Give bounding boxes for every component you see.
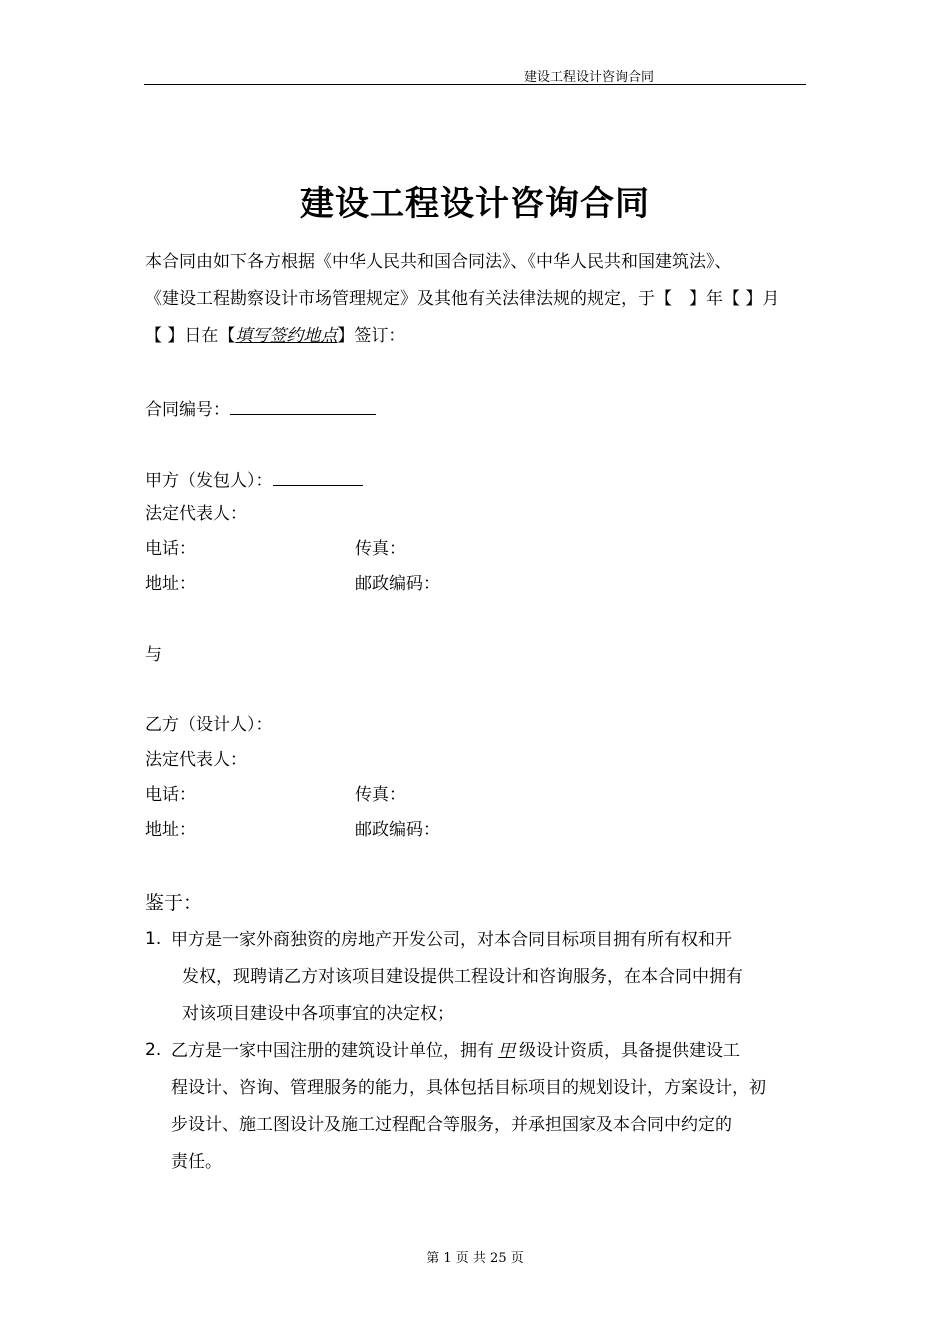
- party-b-rep: 法定代表人：: [145, 750, 247, 770]
- intro-line-1: 本合同由如下各方根据《中华人民共和国合同法》、《中华人民共和国建筑法》、: [145, 252, 732, 272]
- party-b-postcode: 邮政编码：: [355, 820, 440, 840]
- party-a-phone: 电话：: [145, 539, 196, 559]
- party-a-fax: 传真：: [355, 539, 406, 559]
- item-2-line-3: 步设计、施工图设计及施工过程配合等服务，并承担国家及本合同中约定的: [171, 1115, 732, 1135]
- item-2-line-4: 责任。: [171, 1152, 222, 1172]
- item-2-number: 2.: [145, 1040, 162, 1060]
- party-b-fax: 传真：: [355, 785, 406, 805]
- signing-place-placeholder: 填写签约地点: [235, 326, 338, 346]
- document-title: 建设工程设计咨询合同: [300, 184, 650, 224]
- party-a-label: 甲方（发包人）：: [145, 471, 273, 491]
- party-a-postcode: 邮政编码：: [355, 574, 440, 594]
- party-a-rep: 法定代表人：: [145, 504, 247, 524]
- contract-number-blank: [230, 397, 376, 415]
- item-1-line-3: 对该项目建设中各项事宜的决定权；: [182, 1004, 454, 1024]
- item-1-line-1: 甲方是一家外商独资的房地产开发公司，对本合同目标项目拥有所有权和开: [171, 930, 732, 950]
- party-a-address: 地址：: [145, 574, 196, 594]
- whereas-heading: 鉴于：: [145, 892, 203, 914]
- party-b-address: 地址：: [145, 820, 196, 840]
- and-text: 与: [145, 645, 162, 665]
- intro-line-3-end: 】签订：: [337, 326, 406, 346]
- item-2-line-1-start: 乙方是一家中国注册的建筑设计单位，拥有: [171, 1041, 494, 1061]
- item-2-line-1-end: 级设计资质，具备提供建设工: [519, 1041, 740, 1061]
- contract-number-label: 合同编号：: [145, 400, 230, 420]
- contract-number-row: [145, 397, 376, 421]
- page-header: [144, 64, 806, 85]
- party-a-row: [145, 468, 363, 492]
- item-2-line-1: [171, 1040, 740, 1062]
- intro-line-3-start: 【 】日在【: [145, 326, 236, 346]
- qualification-grade: 甲: [498, 1041, 515, 1061]
- party-b-label: 乙方（设计人）：: [145, 715, 273, 735]
- item-1-line-2: 发权，现聘请乙方对该项目建设提供工程设计和咨询服务，在本合同中拥有: [182, 967, 743, 987]
- intro-line-2: 《建设工程勘察设计市场管理规定》及其他有关法律法规的规定，于【 】年【 】月: [145, 289, 780, 309]
- party-b-phone: 电话：: [145, 785, 196, 805]
- item-1-number: 1.: [145, 929, 162, 949]
- header-text: 建设工程设计咨询合同: [524, 70, 655, 85]
- page-footer: 第 1 页 共 25 页: [426, 1251, 524, 1266]
- item-2-line-2: 程设计、咨询、管理服务的能力，具体包括目标项目的规划设计，方案设计，初: [171, 1078, 766, 1098]
- intro-line-3: [145, 325, 405, 347]
- party-a-blank: [273, 468, 363, 486]
